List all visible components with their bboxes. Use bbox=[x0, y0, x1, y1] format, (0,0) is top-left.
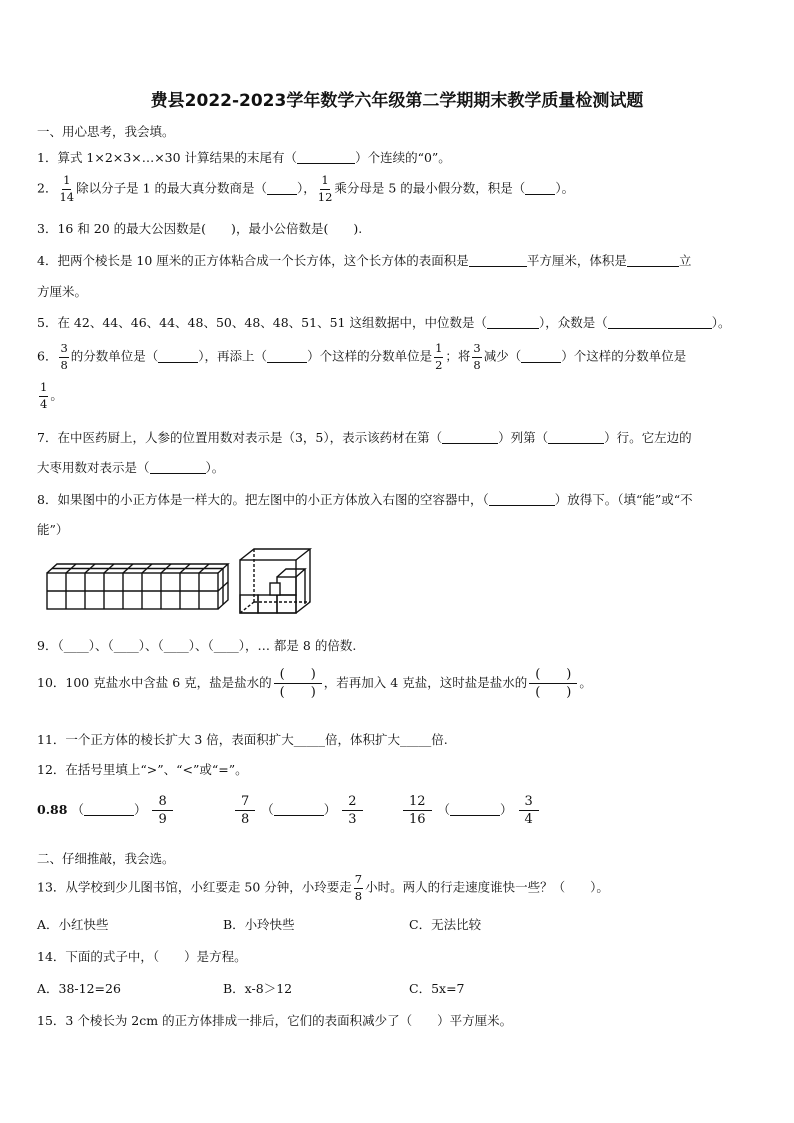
q5-text-a: 5．在 42、44、46、44、48、50、48、48、51、51 这组数据中，中位数是（ bbox=[37, 315, 487, 330]
q12-item-3-denominator: 4 bbox=[524, 812, 533, 827]
right-container bbox=[240, 549, 310, 613]
q14-option-a[interactable]: A．38-12=26 bbox=[37, 981, 121, 996]
q10-text-c: 。 bbox=[579, 675, 592, 690]
question-1 bbox=[37, 148, 451, 166]
q2-f2-numerator: 1 bbox=[320, 175, 329, 190]
q6-f2-numerator: 1 bbox=[434, 343, 443, 358]
q12-item-1-fraction bbox=[152, 795, 172, 826]
q6-blank-3[interactable] bbox=[521, 350, 561, 363]
q8-figures bbox=[40, 547, 360, 620]
q6-fraction-1 bbox=[59, 343, 68, 371]
q8-text-b: ）放得下。（填“能”或“不 bbox=[554, 492, 693, 507]
q12-item-1-numerator: 8 bbox=[152, 795, 172, 811]
q5-text-b: ），众数是（ bbox=[538, 315, 608, 330]
q4-blank-1[interactable] bbox=[469, 254, 527, 267]
q2-text-c: 乘分母是 5 的最小假分数，积是（ bbox=[334, 180, 526, 196]
q2-f2-denominator: 12 bbox=[317, 189, 333, 204]
q2-fraction-1 bbox=[59, 175, 74, 203]
q14-option-c[interactable]: C．5x=7 bbox=[409, 981, 465, 996]
q12-item-3-numerator: 3 bbox=[519, 795, 539, 811]
q6-fraction-3 bbox=[472, 343, 481, 371]
container-front bbox=[240, 560, 296, 613]
q12-item-3-left-fraction bbox=[403, 795, 432, 826]
q2-blank-1[interactable] bbox=[267, 182, 297, 195]
question-6-cont bbox=[37, 382, 63, 410]
q2-fraction-2 bbox=[318, 175, 333, 203]
q6-text-g: 。 bbox=[50, 387, 63, 403]
q12-item-2-left-numerator: 7 bbox=[235, 795, 255, 811]
q1-blank[interactable] bbox=[297, 151, 355, 164]
section-2-heading: 二、仔细推敲，我会选。 bbox=[37, 851, 175, 866]
q12-item-1-blank[interactable] bbox=[84, 803, 134, 816]
q12-item-1-open: （ bbox=[71, 802, 84, 817]
q13-numerator: 7 bbox=[354, 874, 363, 889]
q7-blank-3[interactable] bbox=[150, 461, 206, 474]
q12-item-3-fraction bbox=[519, 795, 539, 826]
q2-f1-denominator: 14 bbox=[59, 189, 75, 204]
q12-item-3-close: ） bbox=[500, 802, 513, 817]
cube-diagram bbox=[40, 547, 360, 617]
q10-fraction-1[interactable] bbox=[274, 668, 322, 699]
q2-blank-2[interactable] bbox=[525, 182, 555, 195]
q12-item-3-blank[interactable] bbox=[450, 803, 500, 816]
question-14: 14．下面的式子中，（ ）是方程。 bbox=[37, 949, 247, 964]
q2-text-b: ）， bbox=[297, 180, 316, 196]
q12-item-2-fraction bbox=[342, 795, 362, 826]
question-8-cont: 能”） bbox=[37, 522, 69, 537]
q12-item-2-denominator: 3 bbox=[348, 812, 357, 827]
question-2 bbox=[37, 175, 574, 203]
q12-item-2-blank[interactable] bbox=[274, 803, 324, 816]
q10-f2-denominator: ( ) bbox=[535, 685, 572, 700]
q12-item-3-left-denominator: 16 bbox=[409, 812, 426, 827]
question-8 bbox=[37, 490, 693, 508]
question-10 bbox=[37, 668, 592, 699]
q6-text-b: ），再添上（ bbox=[198, 348, 268, 364]
question-15: 15．3 个棱长为 2cm 的正方体排成一排后，它们的表面积减少了（ ）平方厘米。 bbox=[37, 1013, 513, 1028]
q4-text-b: 平方厘米，体积是 bbox=[526, 253, 627, 268]
q6-f3-numerator: 3 bbox=[472, 343, 481, 358]
q10-f1-denominator: ( ) bbox=[279, 685, 316, 700]
q2-number: 2． bbox=[37, 180, 58, 196]
q7-text-d: 大枣用数对表示是（ bbox=[37, 460, 150, 475]
q6-blank-2[interactable] bbox=[267, 350, 307, 363]
question-9: 9．（____）、（____）、（____）、（____），… 都是 8 的倍数. bbox=[37, 638, 357, 653]
q5-text-c: ）。 bbox=[711, 315, 731, 330]
q13-options bbox=[37, 915, 481, 933]
q6-text-d: ；将 bbox=[445, 348, 471, 364]
q13-text-b: 小时。两人的行走速度谁快一些？（ ）。 bbox=[365, 879, 609, 895]
q12-item-2 bbox=[233, 795, 401, 826]
q6-text-c: ）个这样的分数单位是 bbox=[307, 348, 433, 364]
q12-item-3 bbox=[401, 795, 541, 826]
q6-f3-denominator: 8 bbox=[473, 357, 481, 372]
question-13 bbox=[37, 874, 609, 902]
q14-option-b[interactable]: B．x-8＞12 bbox=[223, 981, 293, 996]
q12-item-3-left-numerator: 12 bbox=[403, 795, 432, 811]
question-3: 3．16 和 20 的最大公因数是( )，最小公倍数是( ). bbox=[37, 221, 363, 236]
q10-text-b: ，若再加入 4 克盐，这时盐是盐水的 bbox=[323, 675, 528, 690]
q2-text-a: 除以分子是 1 的最大真分数商是（ bbox=[76, 180, 267, 196]
q10-text-a: 10．100 克盐水中含盐 6 克，盐是盐水的 bbox=[37, 675, 272, 690]
q6-text-a: 的分数单位是（ bbox=[70, 348, 159, 364]
q10-f2-numerator: ( ) bbox=[529, 668, 577, 684]
q12-item-3-open: （ bbox=[437, 802, 451, 817]
question-11: 11．一个正方体的棱长扩大 3 倍，表面积扩大_____倍，体积扩大_____倍. bbox=[37, 732, 448, 747]
q6-f4-numerator: 1 bbox=[39, 382, 48, 397]
q14-options bbox=[37, 979, 465, 997]
q13-option-c[interactable]: C．无法比较 bbox=[409, 917, 482, 932]
q5-blank-1[interactable] bbox=[487, 316, 539, 329]
q6-fraction-2 bbox=[434, 343, 443, 371]
q12-item-1-denominator: 9 bbox=[158, 812, 167, 827]
left-cuboid bbox=[47, 564, 228, 609]
question-4-cont: 方厘米。 bbox=[37, 284, 88, 299]
q7-blank-2[interactable] bbox=[548, 431, 604, 444]
q6-blank-1[interactable] bbox=[158, 350, 198, 363]
q12-item-2-close: ） bbox=[323, 802, 337, 817]
q12-item-2-left-fraction bbox=[235, 795, 255, 826]
q12-item-2-open: （ bbox=[261, 802, 274, 817]
q12-item-2-left-denominator: 8 bbox=[241, 812, 250, 827]
question-4 bbox=[37, 251, 757, 269]
q7-text-c: ）行。它左边的 bbox=[604, 430, 692, 445]
q12-item-1 bbox=[37, 795, 233, 826]
q12-item-1-close: ） bbox=[133, 802, 147, 817]
q13-denominator: 8 bbox=[354, 888, 363, 903]
question-12: 12．在括号里填上“>”、“<”或“=”。 bbox=[37, 762, 248, 777]
q10-f1-numerator: ( ) bbox=[274, 668, 322, 684]
q5-blank-2[interactable] bbox=[608, 316, 712, 329]
q7-text-b: ）列第（ bbox=[498, 430, 549, 445]
q13-fraction bbox=[354, 874, 363, 902]
q1-text-a: 1．算式 1×2×3×…×30 计算结果的末尾有（ bbox=[37, 150, 298, 165]
q2-f1-numerator: 1 bbox=[62, 175, 71, 190]
question-5 bbox=[37, 313, 731, 331]
q1-text-b: ）个连续的“0”。 bbox=[355, 150, 451, 165]
q6-f1-numerator: 3 bbox=[59, 343, 68, 358]
question-7-cont bbox=[37, 458, 224, 476]
q8-text-a: 8．如果图中的小正方体是一样大的。把左图中的小正方体放入右图的空容器中，（ bbox=[37, 492, 489, 507]
q12-items-row bbox=[37, 795, 541, 826]
q6-text-f: ）个这样的分数单位是 bbox=[561, 348, 687, 364]
q4-text-c: 立 bbox=[678, 253, 692, 268]
q7-blank-1[interactable] bbox=[442, 431, 498, 444]
q6-fraction-4 bbox=[39, 382, 48, 410]
question-6 bbox=[37, 343, 686, 371]
q7-text-a: 7．在中医药厨上，人参的位置用数对表示是（3，5），表示该药材在第（ bbox=[37, 430, 443, 445]
q13-option-a[interactable]: A．小红快些 bbox=[37, 917, 109, 932]
q6-f4-denominator: 4 bbox=[40, 396, 48, 411]
q6-number: 6． bbox=[37, 348, 58, 364]
section-1-heading: 一、用心思考，我会填。 bbox=[37, 124, 175, 139]
q8-blank[interactable] bbox=[489, 493, 555, 506]
q6-text-e: 减少（ bbox=[483, 348, 522, 364]
q6-f1-denominator: 8 bbox=[60, 357, 68, 372]
q12-item-1-left: 0.88 bbox=[37, 802, 68, 817]
question-7 bbox=[37, 428, 692, 446]
q2-text-d: ）。 bbox=[555, 180, 575, 196]
q13-option-b[interactable]: B．小玲快些 bbox=[223, 917, 295, 932]
q6-f2-denominator: 2 bbox=[435, 357, 443, 372]
q13-text-a: 13．从学校到少儿图书馆，小红要走 50 分钟，小玲要走 bbox=[37, 879, 352, 895]
q7-text-e: ）。 bbox=[205, 460, 225, 475]
q4-text-a: 4．把两个棱长是 10 厘米的正方体粘合成一个长方体，这个长方体的表面积是 bbox=[37, 253, 469, 268]
q12-item-2-numerator: 2 bbox=[342, 795, 362, 811]
q10-fraction-2[interactable] bbox=[529, 668, 577, 699]
page-title: 费县2022-2023学年数学六年级第二学期期末教学质量检测试题 bbox=[150, 91, 644, 111]
q4-blank-2[interactable] bbox=[627, 254, 679, 267]
